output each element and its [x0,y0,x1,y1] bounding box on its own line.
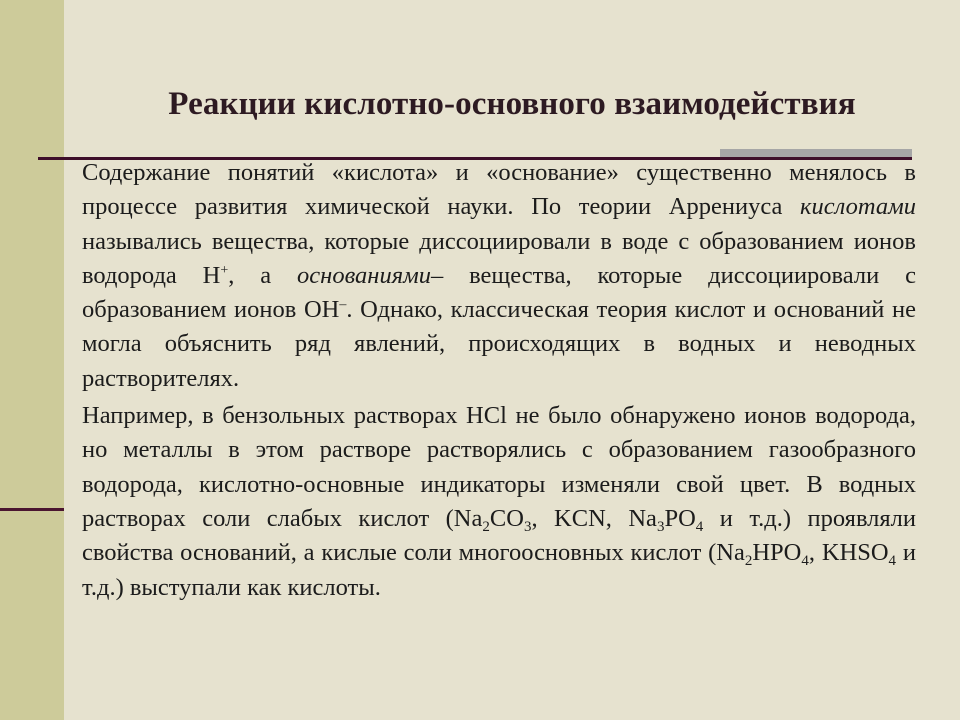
text-segment: Содержание понятий «кислота» и «основание» существенно менялось в процессе развития химической науки. По теории Аррениуса [82,159,916,221]
term-acids: кислотами [800,193,916,221]
slide-body [82,156,916,605]
subscript-index: 3 [656,518,665,535]
slide-title: Реакции кислотно-основного взаимодействия [168,86,856,122]
left-bar-rule [0,508,64,511]
paragraph-arrhenius [82,156,916,396]
text-segment: . Однако, классическая теория кислот и оснований не могла объяснить ряд явлений, происходящих в водных и неводных растворителях. [82,296,916,392]
text-segment: PO [664,504,696,532]
subscript-index: 4 [695,518,704,535]
paragraph-examples [82,399,916,605]
text-segment: Например, в бензольных растворах HCl не было обнаружено ионов водорода, но металлы в этом растворе растворялись с образованием газообразного водорода, кислотно-основные индикаторы изменяли свой цвет. В водных растворах соли слабых кислот (Na [82,402,916,532]
subscript-index: 2 [482,518,490,535]
subscript-index: 4 [801,553,809,570]
text-segment: CO [489,504,524,532]
text-segment: , а [228,261,298,289]
subscript-index: 4 [888,553,897,570]
text-segment: – вещества, которые диссоциировали с образованием ионов ОН [82,261,916,324]
superscript-charge: – [339,297,347,313]
subscript-index: 3 [523,518,532,535]
superscript-charge: + [220,262,229,278]
text-segment: и т.д.) выступали как кислоты. [82,539,916,601]
term-bases: основаниями [297,261,431,289]
text-segment: назывались вещества, которые диссоциировали в воде с образованием ионов водорода Н [82,227,916,289]
text-segment: и т.д.) проявляли свойства оснований, а кислые соли многоосновных кислот (Na [82,504,917,567]
text-segment: HPO [752,539,802,567]
subscript-index: 2 [744,553,753,570]
left-decorative-bar [0,0,64,720]
text-segment: , KCN, Na [531,504,657,532]
text-segment: , KHSO [808,539,889,567]
